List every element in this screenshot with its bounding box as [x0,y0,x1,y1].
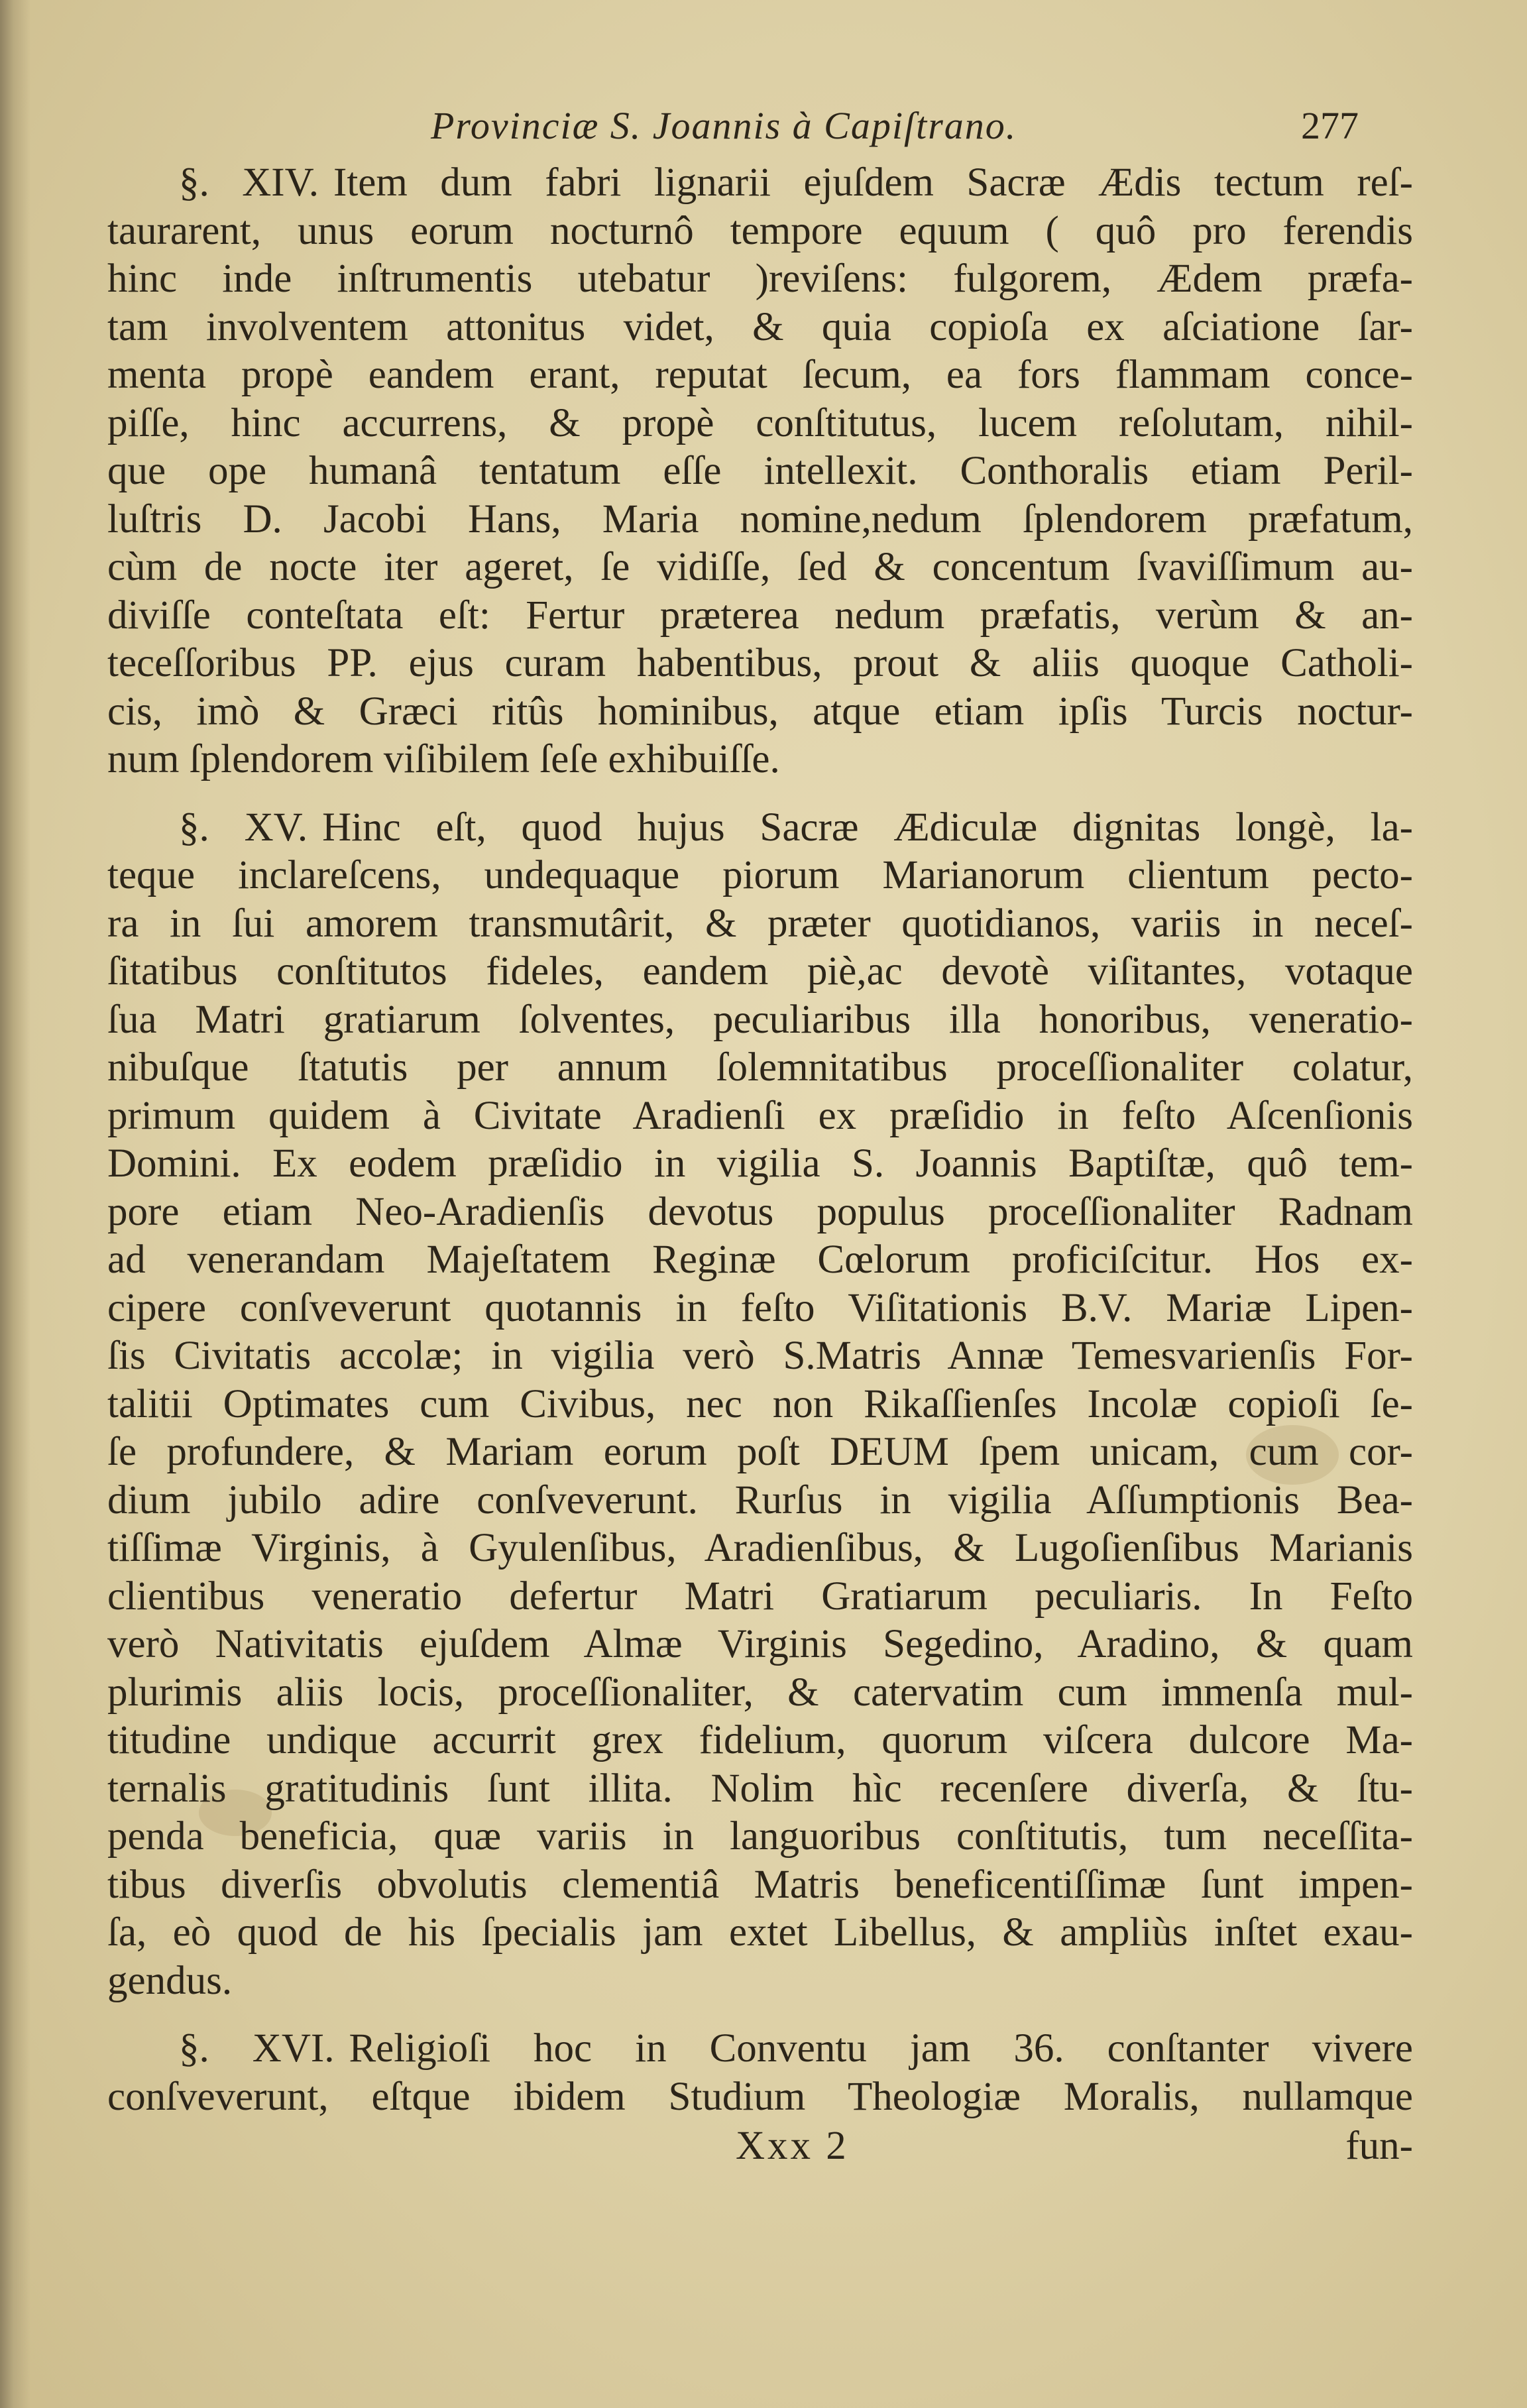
page-gutter-shadow [0,0,30,2408]
text-line [107,544,1413,592]
line-text: titudine undique accurrit grex fidelium, quorum viſcera dulcore Ma- [107,1718,1413,1762]
line-text: taurarent, unus eorum nocturnô tempore equum ( quô pro ferendis [107,208,1413,253]
text-line [107,1381,1413,1429]
text-line [107,1092,1413,1141]
text-line [107,688,1413,736]
line-text: gendus. [107,1958,233,2003]
line-text: luſtris D. Jacobi Hans, Maria nomine,nedum ſplendorem præfatum, [107,496,1413,542]
line-text: num ſplendorem viſibilem ſeſe exhibuiſſe. [107,737,780,781]
line-text: tibus diverſis obvolutis clementiâ Matris beneficentiſſimæ ſunt impen- [107,1862,1413,1907]
line-text: ternalis gratitudinis ſunt illita. Nolim hìc recenſere diverſa, & ſtu- [107,1766,1413,1811]
text-line [107,1524,1413,1573]
text-line [107,1669,1413,1717]
page-number: 277 [1301,104,1359,147]
signature-mark: Xxx 2 [736,2124,849,2168]
line-text: cùm de nocte iter ageret, ſe vidiſſe, ſed & concentum ſvaviſſimum au- [107,545,1413,589]
text-line [107,640,1413,688]
text-line [107,852,1413,900]
line-text: cipere conſveverunt quotannis in feſto Viſitationis B.V. Mariæ Lipen- [107,1285,1413,1330]
text-line [107,447,1413,496]
body-text [107,159,1413,2121]
text-line [107,1861,1413,1910]
line-text: ſe profundere, & Mariam eorum poſt DEUM ſpem unicam, cum cor- [107,1430,1413,1474]
text-line [107,2073,1413,2122]
text-line [107,1957,1413,2006]
line-text: ſua Matri gratiarum ſolventes, peculiaribus illa honoribus, veneratio- [107,997,1413,1042]
line-text: primum quidem à Civitate Aradienſi ex præſidio in feſto Aſcenſionis [107,1093,1413,1138]
text-line [107,1044,1413,1092]
line-text: cis, imò & Græci ritûs hominibus, atque etiam ipſis Turcis noctur- [107,689,1413,734]
text-line [107,900,1413,948]
text-line [107,736,1413,784]
text-line [107,592,1413,640]
paragraph [107,159,1413,784]
paragraph [107,804,1413,2006]
line-text: pore etiam Neo-Aradienſis devotus populus proceſſionaliter Radnam [107,1189,1413,1234]
line-text: teque inclareſcens, undequaque piorum Marianorum clientum pecto- [107,853,1413,897]
running-title: Provinciæ S. Joannis à Capiſtrano. [431,104,1017,147]
text-line [107,1285,1413,1333]
section-number: §. XV. [179,805,308,850]
text-line [107,2025,1413,2073]
text-line [107,1428,1413,1477]
line-text: hinc inde inſtrumentis utebatur )reviſens: fulgorem, Ædem præfa- [107,257,1413,301]
line-text: talitii Optimates cum Civibus, nec non Rikaſſienſes Incolæ copioſi ſe- [107,1381,1413,1426]
line-text: ſis Civitatis accolæ; in vigilia verò S.Matris Annæ Temesvarienſis For- [107,1334,1413,1378]
text-line [107,1188,1413,1237]
line-text: plurimis aliis locis, proceſſionaliter, & catervatim cum immenſa mul- [107,1670,1413,1715]
line-text: Religioſi hoc in Conventu jam 36. conſtanter vivere [349,2026,1413,2071]
line-text: tiſſimæ Virginis, à Gyulenſibus, Aradienſibus, & Lugoſienſibus Marianis [107,1526,1413,1570]
text-line [107,207,1413,256]
text-line [107,400,1413,448]
text-line [107,1573,1413,1621]
text-line [107,804,1413,852]
catchword: fun- [1345,2124,1413,2168]
line-text: ra in ſui amorem transmutârit, & præter quotidianos, variis in neceſ- [107,901,1413,946]
page-header [431,99,1359,152]
text-line [107,1717,1413,1765]
text-line [107,1621,1413,1669]
line-text: dium jubilo adire conſveverunt. Rurſus in vigilia Aſſumptionis Bea- [107,1477,1413,1522]
line-text: ſa, eò quod de his ſpecialis jam extet Libellus, & ampliùs inſtet exau- [107,1910,1413,1955]
text-line [107,1477,1413,1525]
page-footer [107,2120,1413,2173]
line-text: tam involventem attonitus videt, & quia copioſa ex aſciatione ſar- [107,304,1413,349]
section-number: §. XIV. [179,160,319,205]
text-line [107,351,1413,400]
line-text: piſſe, hinc accurrens, & propè conſtitutus, lucem reſolutam, nihil- [107,400,1413,445]
line-text: que ope humanâ tentatum eſſe intellexit. Conthoralis etiam Peril- [107,449,1413,493]
text-line [107,1236,1413,1285]
text-line [107,1332,1413,1381]
text-line [107,255,1413,304]
line-text: teceſſoribus PP. ejus curam habentibus, prout & aliis quoque Catholi- [107,641,1413,685]
line-text: menta propè eandem erant, reputat ſecum, ea fors flammam conce- [107,353,1413,397]
text-line [107,496,1413,544]
text-line [107,1140,1413,1188]
line-text: clientibus veneratio defertur Matri Gratiarum peculiaris. In Feſto [107,1574,1413,1619]
section-number: §. XVI. [179,2026,335,2071]
line-text: Item dum fabri lignarii ejuſdem Sacræ Ædis tectum reſ- [333,160,1413,205]
line-text: Domini. Ex eodem præſidio in vigilia S. Joannis Baptiſtæ, quô tem- [107,1141,1413,1186]
text-line [107,159,1413,207]
line-text: ad venerandam Majeſtatem Reginæ Cœlorum proficiſcitur. Hos ex- [107,1237,1413,1282]
line-text: conſveverunt, eſtque ibidem Studium Theologiæ Moralis, nullamque [107,2074,1413,2119]
line-text: nibuſque ſtatutis per annum ſolemnitatibus proceſſionaliter colatur, [107,1045,1413,1090]
text-line [107,948,1413,996]
line-text: ſitatibus conſtitutos fideles, eandem piè,ac devotè viſitantes, votaque [107,949,1413,994]
text-line [107,1909,1413,1957]
paragraph [107,2025,1413,2121]
text-line [107,996,1413,1045]
line-text: Hinc eſt, quod hujus Sacræ Ædiculæ dignitas longè, la- [322,805,1413,850]
line-text: diviſſe conteſtata eſt: Fertur præterea nedum præfatis, verùm & an- [107,593,1413,638]
text-line [107,304,1413,352]
text-line [107,1813,1413,1861]
text-line [107,1765,1413,1813]
line-text: penda beneficia, quæ variis in languoribus conſtitutis, tum neceſſita- [107,1814,1413,1859]
line-text: verò Nativitatis ejuſdem Almæ Virginis Segedino, Aradino, & quam [107,1622,1413,1666]
